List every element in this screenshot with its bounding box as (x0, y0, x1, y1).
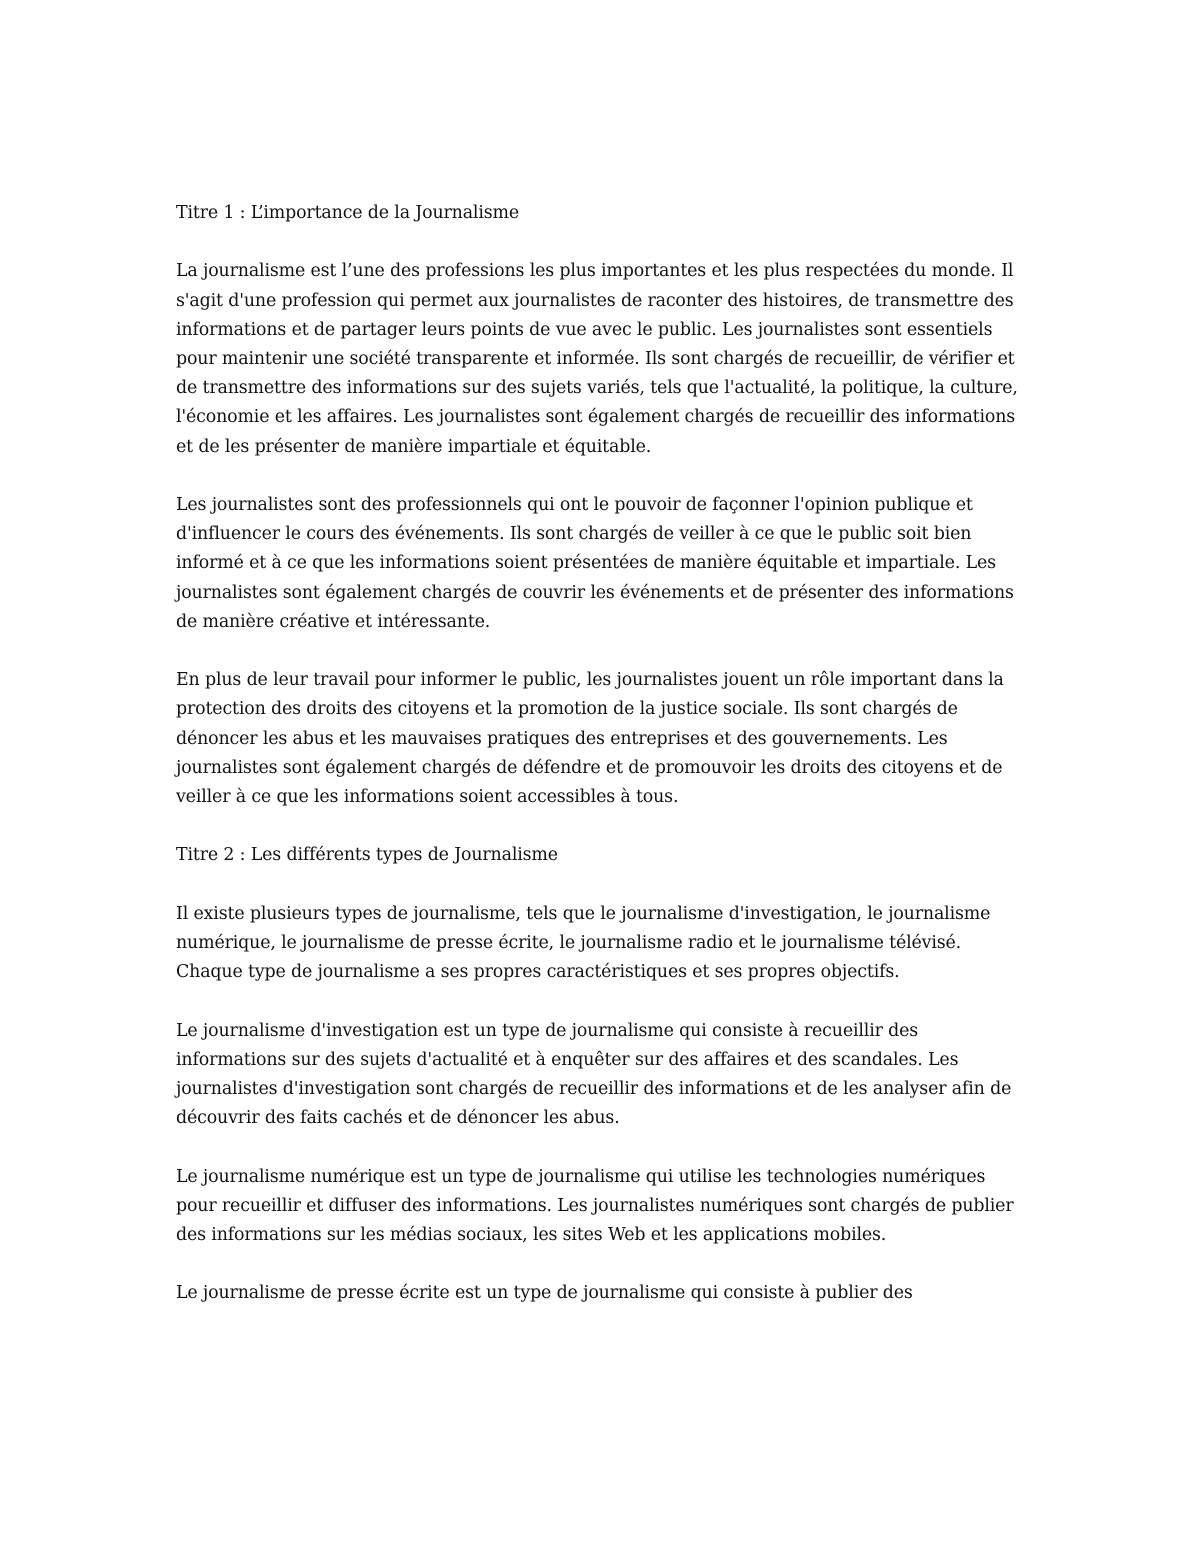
document-body (176, 199, 1028, 1338)
paragraph-5: Le journalisme d'investigation est un type de journalisme qui consiste à recueillir des informations sur des sujets d'actualité et à enquêter sur des affaires et des scandales. Les journalistes d'investigation sont chargés de recueillir des informations et de les analyser afin de découvrir des faits cachés et de dénoncer les abus. (176, 1020, 1012, 1129)
paragraph-3: En plus de leur travail pour informer le public, les journalistes jouent un rôle important dans la protection des droits des citoyens et la promotion de la justice sociale. Ils sont chargés de dénoncer les abus et les mauvaises pratiques des entreprises et des gouvernements. Les journalistes sont également chargés de défendre et de promouvoir les droits des citoyens et de veiller à ce que les informations soient accessibles à tous. (176, 670, 1004, 808)
section-heading-1: Titre 1 : L’importance de la Journalisme (176, 203, 520, 223)
section-heading-2: Titre 2 : Les différents types de Journalisme (176, 845, 558, 866)
paragraph-4: Il existe plusieurs types de journalisme, tels que le journalisme d'investigation, le journalisme numérique, le journalisme de presse écrite, le journalisme radio et le journalisme télévisé. Chaque type de journalisme a ses propres caractéristiques et ses propres objectifs. (176, 903, 991, 983)
paragraph-6: Le journalisme numérique est un type de journalisme qui utilise les technologies numériques pour recueillir et diffuser des informations. Les journalistes numériques sont chargés de publier des informations sur les médias sociaux, les sites Web et les applications mobiles. (176, 1166, 1014, 1245)
paragraph-7: Le journalisme de presse écrite est un type de journalisme qui consiste à publier des (176, 1283, 913, 1304)
paragraph-2: Les journalistes sont des professionnels qui ont le pouvoir de façonner l'opinion publique et d'influencer le cours des événements. Ils sont chargés de veiller à ce que le public soit bien informé et à ce que les informations soient présentées de manière équitable et impartiale. Les journalistes sont également chargés de couvrir les événements et de présenter des informations de manière créative et intéressante. (176, 495, 1014, 632)
paragraph-1: La journalisme est l’une des professions les plus importantes et les plus respectées du monde. Il s'agit d'une profession qui permet aux journalistes de raconter des histoires, de transmettre des informations et de partager leurs points de vue avec le public. Les journalistes sont essentiels pour maintenir une société transparente et informée. Ils sont chargés de recueillir, de vérifier et de transmettre des informations sur des sujets variés, tels que l'actualité, la politique, la culture, l'économie et les affaires. Les journalistes sont également chargés de recueillir des informations et de les présenter de manière impartiale et équitable. (176, 261, 1018, 457)
